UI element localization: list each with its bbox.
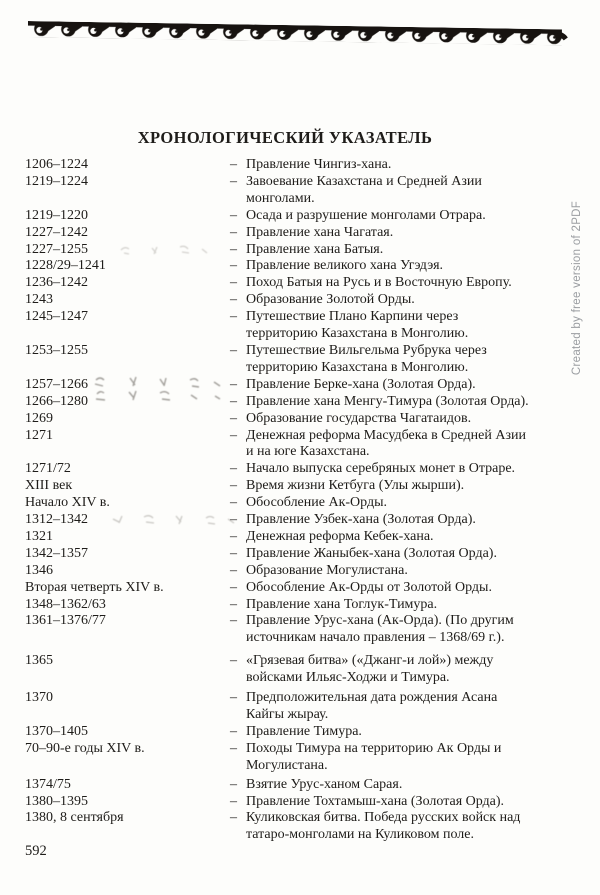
entry-event-line: монголами. xyxy=(246,190,315,206)
entry-event xyxy=(246,174,577,208)
entry-date: 1266–1280 xyxy=(25,393,88,409)
entry-event-line: Путешествие Плано Карпини через xyxy=(246,309,459,325)
chronology-entry xyxy=(25,174,577,208)
chronology-entry xyxy=(25,343,577,377)
entry-event-line: Осада и разрушение монголами Отрара. xyxy=(246,207,486,223)
entry-event xyxy=(246,157,577,174)
entry-dash: – xyxy=(230,241,237,257)
entry-event-line: Образование Могулистана. xyxy=(246,562,408,578)
entry-event xyxy=(246,275,577,292)
entry-event xyxy=(246,292,577,309)
entry-event xyxy=(246,690,577,724)
entry-dash: – xyxy=(230,275,237,291)
entry-date: 1245–1247 xyxy=(25,309,88,325)
entry-date: 1365 xyxy=(25,653,53,669)
entry-dash: – xyxy=(230,258,237,274)
entry-date: 1380, 8 сентября xyxy=(25,810,124,826)
entry-event xyxy=(246,411,577,428)
entry-date: 1269 xyxy=(25,410,53,426)
chronology-entry xyxy=(25,157,577,174)
chronology-entry xyxy=(25,597,577,614)
entry-event-line: «Грязевая битва» («Джанг-и лой») между xyxy=(246,653,494,669)
entry-event-line: источникам начало правления – 1368/69 г.). xyxy=(246,630,505,646)
chronology-entry xyxy=(25,529,577,546)
entry-dash: – xyxy=(230,393,237,409)
entry-date: 1370–1405 xyxy=(25,723,88,739)
entry-event-line: Правление хана Менгу-Тимура (Золотая Орда). xyxy=(246,393,529,409)
entry-dash: – xyxy=(230,342,237,358)
entry-date: 1227–1255 xyxy=(25,241,88,257)
entry-event-line: Денежная реформа Кебек-хана. xyxy=(246,528,434,544)
chronology-entry xyxy=(25,478,577,495)
entry-event xyxy=(246,478,577,495)
entry-event xyxy=(246,777,577,794)
entry-dash: – xyxy=(230,562,237,578)
entry-event xyxy=(246,428,577,462)
entry-event-line: Правление Жаныбек-хана (Золотая Орда). xyxy=(246,545,497,561)
entry-dash: – xyxy=(230,596,237,612)
entry-date: Вторая четверть XIV в. xyxy=(25,579,164,595)
entry-event-line: территорию Казахстана в Монголию. xyxy=(246,326,469,342)
entry-event xyxy=(246,208,577,225)
entry-event-line: Правление хана Тоглук-Тимура. xyxy=(246,596,438,612)
entry-event xyxy=(246,377,577,394)
entry-dash: – xyxy=(230,512,237,528)
entry-date: 70–90-е годы XIV в. xyxy=(25,740,145,756)
entry-event-line: Образование Золотой Орды. xyxy=(246,292,415,308)
chronology-entry xyxy=(25,741,577,775)
chronology-entry xyxy=(25,394,577,411)
entry-event xyxy=(246,225,577,242)
entry-event xyxy=(246,258,577,275)
watermark: Created by free version of 2PDF xyxy=(571,200,583,376)
chronology-entry xyxy=(25,292,577,309)
entry-event-line: Кайгы жырау. xyxy=(246,707,329,722)
entry-date: 1321 xyxy=(25,528,53,544)
entry-dash: – xyxy=(230,224,237,240)
entry-event-line: Предположительная дата рождения Асана xyxy=(246,690,498,706)
entry-dash: – xyxy=(230,292,237,308)
entry-dash: – xyxy=(230,207,237,223)
entry-date: 1206–1224 xyxy=(25,157,88,172)
entry-dash: – xyxy=(230,495,237,511)
entry-dash: – xyxy=(230,173,237,189)
entry-event-line: Правление Тохтамыш-хана (Золотая Орда). xyxy=(246,793,505,809)
entry-dash: – xyxy=(230,427,237,443)
entry-event-line: Правление хана Чагатая. xyxy=(246,224,394,240)
entry-event-line: и на юге Казахстана. xyxy=(246,444,370,460)
page-title: ХРОНОЛОГИЧЕСКИЙ УКАЗАТЕЛЬ xyxy=(137,128,433,147)
entry-dash: – xyxy=(230,410,237,426)
entry-date: 1257–1266 xyxy=(25,376,88,392)
entry-event-line: Время жизни Кетбуга (Улы жырши). xyxy=(246,478,465,494)
entry-event-line: Взятие Урус-ханом Сарая. xyxy=(246,776,403,792)
entry-dash: – xyxy=(230,376,237,392)
page-number: 592 xyxy=(25,843,47,859)
chronology-entry xyxy=(25,225,577,242)
entry-dash: – xyxy=(230,579,237,595)
entry-date: 1271/72 xyxy=(25,461,71,477)
chronology-entry xyxy=(25,512,577,529)
entry-event xyxy=(246,653,577,687)
entry-dash: – xyxy=(230,776,237,792)
chronology-entry xyxy=(25,794,577,811)
entry-event xyxy=(246,810,577,844)
entry-event xyxy=(246,529,577,546)
chronology-entry xyxy=(25,411,577,428)
entry-date: 1219–1220 xyxy=(25,207,88,223)
entry-event xyxy=(246,741,577,775)
chronology-entry xyxy=(25,690,577,724)
entry-event-line: Обособление Ак-Орды от Золотой Орды. xyxy=(246,579,492,595)
entry-date: 1380–1395 xyxy=(25,793,88,809)
entry-dash: – xyxy=(230,157,237,172)
chronology-entry xyxy=(25,580,577,597)
entry-event-line: Правление Тимура. xyxy=(246,723,362,739)
entry-date: 1228/29–1241 xyxy=(25,258,106,274)
entry-date: 1236–1242 xyxy=(25,275,88,291)
chronology-entry xyxy=(25,613,577,647)
chronology-list xyxy=(25,157,577,844)
entry-event-line: Обособление Ак-Орды. xyxy=(246,495,387,511)
entry-date: XIII век xyxy=(25,478,73,494)
entry-event-line: Денежная реформа Масудбека в Средней Азии xyxy=(246,427,526,443)
entry-date: Начало XIV в. xyxy=(25,495,110,511)
entry-event xyxy=(246,546,577,563)
chronology-entry xyxy=(25,495,577,512)
entry-event-line: Начало выпуска серебряных монет в Отраре. xyxy=(246,461,516,477)
entry-event xyxy=(246,512,577,529)
entry-date: 1370 xyxy=(25,690,53,706)
entry-dash: – xyxy=(230,613,237,629)
entry-event-line: Правление Берке-хана (Золотая Орда). xyxy=(246,376,476,392)
wave-ornament-border xyxy=(28,21,570,46)
chronology-entry xyxy=(25,242,577,259)
entry-event xyxy=(246,597,577,614)
entry-event-line: Могулистана. xyxy=(246,757,328,773)
entry-date: 1312–1342 xyxy=(25,512,88,528)
entry-date: 1342–1357 xyxy=(25,545,88,561)
entry-event xyxy=(246,394,577,411)
chronology-entry xyxy=(25,275,577,292)
entry-event-line: Поход Батыя на Русь и в Восточную Европу. xyxy=(246,275,512,291)
entry-event xyxy=(246,495,577,512)
entry-dash: – xyxy=(230,461,237,477)
entry-dash: – xyxy=(230,810,237,826)
entry-date: 1271 xyxy=(25,427,53,443)
entry-dash: – xyxy=(230,309,237,325)
chronology-entry xyxy=(25,563,577,580)
entry-event-line: Правление Чингиз-хана. xyxy=(246,157,392,172)
entry-date: 1361–1376/77 xyxy=(25,613,106,629)
entry-event-line: Куликовская битва. Победа русских войск над xyxy=(246,810,521,826)
chronology-entry xyxy=(25,208,577,225)
entry-event-line: Походы Тимура на территорию Ак Орды и xyxy=(246,740,502,756)
entry-event-line: Путешествие Вильгельма Рубрука через xyxy=(246,342,487,358)
entry-event-line: Правление Урус-хана (Ак-Орда). (По другим xyxy=(246,613,514,629)
chronology-entry xyxy=(25,653,577,687)
entry-event xyxy=(246,242,577,259)
entry-dash: – xyxy=(230,690,237,706)
entry-dash: – xyxy=(230,653,237,669)
chronology-entry xyxy=(25,309,577,343)
entry-event-line: войсками Ильяс-Ходжи и Тимура. xyxy=(246,670,450,686)
chronology-entry xyxy=(25,810,577,844)
entry-date: 1348–1362/63 xyxy=(25,596,106,612)
entry-event xyxy=(246,309,577,343)
entry-date: 1219–1224 xyxy=(25,173,88,189)
entry-event xyxy=(246,794,577,811)
entry-event xyxy=(246,724,577,741)
chronology-entry xyxy=(25,258,577,275)
entry-dash: – xyxy=(230,793,237,809)
entry-date: 1227–1242 xyxy=(25,224,88,240)
entry-dash: – xyxy=(230,528,237,544)
entry-event-line: территорию Казахстана в Монголию. xyxy=(246,359,469,375)
entry-dash: – xyxy=(230,740,237,756)
entry-event-line: Правление хана Батыя. xyxy=(246,241,384,257)
entry-event-line: татаро-монголами на Куликовом поле. xyxy=(246,827,474,843)
chronology-entry xyxy=(25,546,577,563)
entry-date: 1374/75 xyxy=(25,776,71,792)
entry-dash: – xyxy=(230,478,237,494)
chronology-entry xyxy=(25,724,577,741)
entry-event xyxy=(246,563,577,580)
entry-dash: – xyxy=(230,723,237,739)
entry-date: 1253–1255 xyxy=(25,342,88,358)
chronology-entry xyxy=(25,777,577,794)
entry-event-line: Завоевание Казахстана и Средней Азии xyxy=(246,173,482,189)
entry-date: 1243 xyxy=(25,292,53,308)
chronology-entry xyxy=(25,377,577,394)
chronology-entry xyxy=(25,428,577,462)
entry-event xyxy=(246,580,577,597)
entry-event-line: Правление великого хана Угэдэя. xyxy=(246,258,444,274)
entry-event-line: Правление Узбек-хана (Золотая Орда). xyxy=(246,512,476,528)
entry-event xyxy=(246,461,577,478)
entry-event xyxy=(246,343,577,377)
entry-event xyxy=(246,613,577,647)
entry-event-line: Образование государства Чагатаидов. xyxy=(246,410,472,426)
entry-date: 1346 xyxy=(25,562,53,578)
chronology-entry xyxy=(25,461,577,478)
entry-dash: – xyxy=(230,545,237,561)
